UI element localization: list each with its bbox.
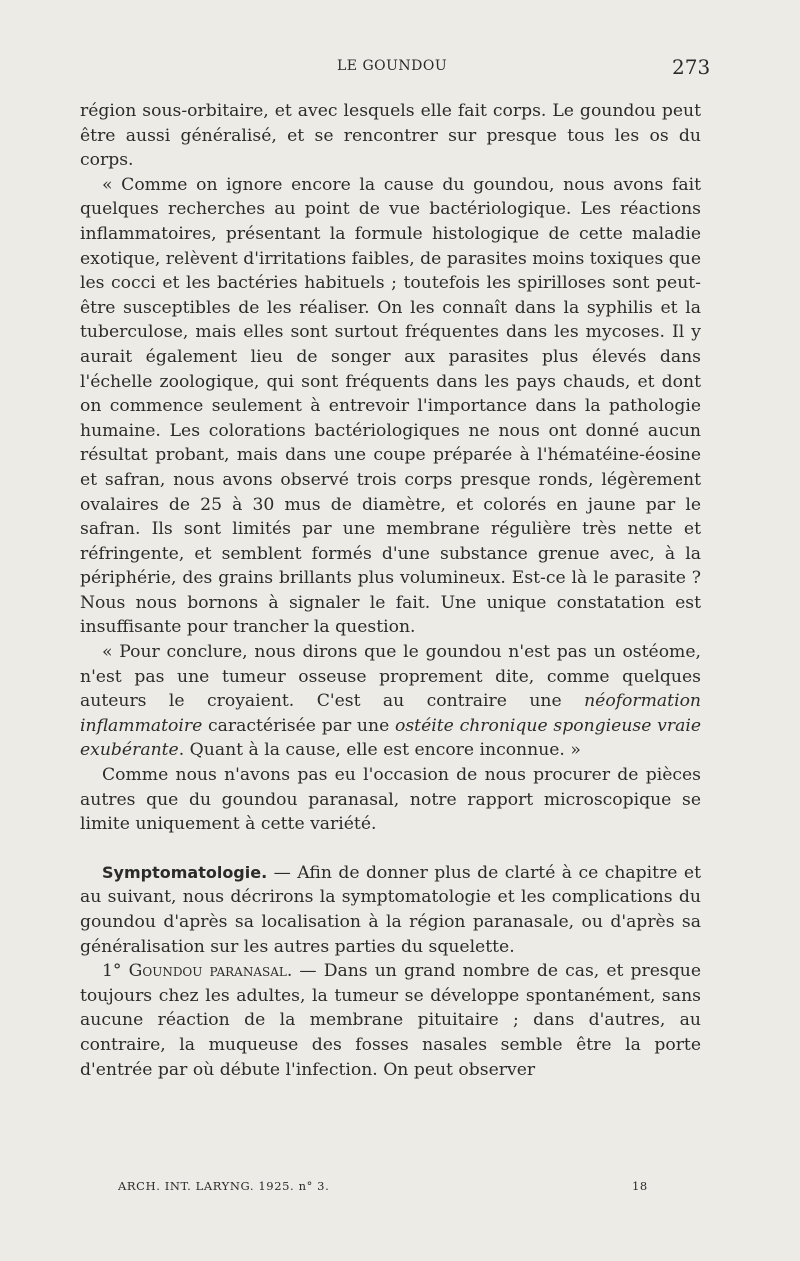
paragraph-4: Comme nous n'avons pas eu l'occasion de nous procurer de pièces autres que du goundou paranasal, notre rapport microscopique se limite uniquement à cette variété. bbox=[80, 765, 701, 835]
paragraph-2: « Comme on ignore encore la cause du goundou, nous avons fait quelques recherches au point de vue bactériologique. Les réactions inflammatoires, présentant la formule histologique de cette maladie exotique, relèvent d'irritations faibles, de parasites moins toxiques que les cocci et les bactéries habituels ; toutefois les spirilloses sont peut-être susceptibles de les réaliser. On les connaît dans la syphilis et la tuberculose, mais elles sont surtout fréquentes dans les mycoses. Il y aurait également lieu de songer aux parasites plus élevés dans l'échelle zoologique, qui sont fréquents dans les pays chauds, et dont on commence seulement à entrevoir l'importance dans la pathologie humaine. Les colorations bactériologiques ne nous ont donné aucun résultat probant, mais dans une coupe préparée à l'hématéine-éosine et safran, nous avons observé trois corps presque ronds, légèrement ovalaires de 25 à 30 mus de diamètre, et colorés en jaune par le safran. Ils sont limités par une membrane régulière très nette et réfringente, et semblent formés d'une substance grenue avec, à la périphérie, des grains brillants plus volumineux. Est-ce là le parasite ? Nous nous bornons à signaler le fait. Une unique constatation est insuffisante pour trancher la question. bbox=[80, 174, 701, 638]
page-number: 273 bbox=[672, 55, 711, 79]
page-footer bbox=[0, 1179, 800, 1197]
section-spacer bbox=[80, 837, 701, 861]
body-text bbox=[80, 99, 701, 1082]
paragraph-6 bbox=[80, 959, 701, 1082]
p5-text: — Afin de donner plus de clarté à ce chapitre et au suivant, nous décrirons la symptomatologie et les complications du goundou d'après sa localisation à la région paranasale, ou d'après sa généralisation sur les autres parties du squelette. bbox=[80, 862, 701, 957]
section-title: Symptomatologie. bbox=[102, 862, 268, 882]
signature-mark: 18 bbox=[632, 1179, 648, 1193]
p6-text: — Dans un grand nombre de cas, et presque toujours chez les adultes, la tumeur se développe spontanément, sans aucune réaction de la membrane pituitaire ; dans d'autres, au contraire, la muqueuse des fosses nasales semble être la porte d'entrée par où débute l'infection. On peut observer bbox=[80, 961, 701, 1080]
running-title: LE GOUNDOU bbox=[337, 58, 448, 74]
p3-text-b: caractérisée par une bbox=[202, 715, 395, 736]
p3-text-a: « Pour conclure, nous dirons que le goundou n'est pas un ostéome, n'est pas une tumeur osseuse proprement dite, comme quelques auteurs le croyaient. C'est au contraire une bbox=[80, 642, 701, 712]
paragraph-5 bbox=[80, 861, 701, 959]
page-header bbox=[0, 55, 800, 84]
p3-text-c: . Quant à la cause, elle est encore inconnue. » bbox=[178, 740, 581, 761]
subsection-label: 1° Goundou paranasal. bbox=[102, 961, 293, 982]
p3-emphasis-2: ostéite chronique spongieuse vraie exubérante bbox=[80, 715, 701, 761]
paragraph-3 bbox=[80, 640, 701, 763]
p3-emphasis-1: néoformation inflammatoire bbox=[80, 691, 701, 736]
journal-citation: ARCH. INT. LARYNG. 1925. n° 3. bbox=[118, 1179, 330, 1193]
paragraph-1: région sous-orbitaire, et avec lesquels elle fait corps. Le goundou peut être aussi généralisé, et se rencontrer sur presque tous les os du corps. bbox=[80, 101, 701, 171]
